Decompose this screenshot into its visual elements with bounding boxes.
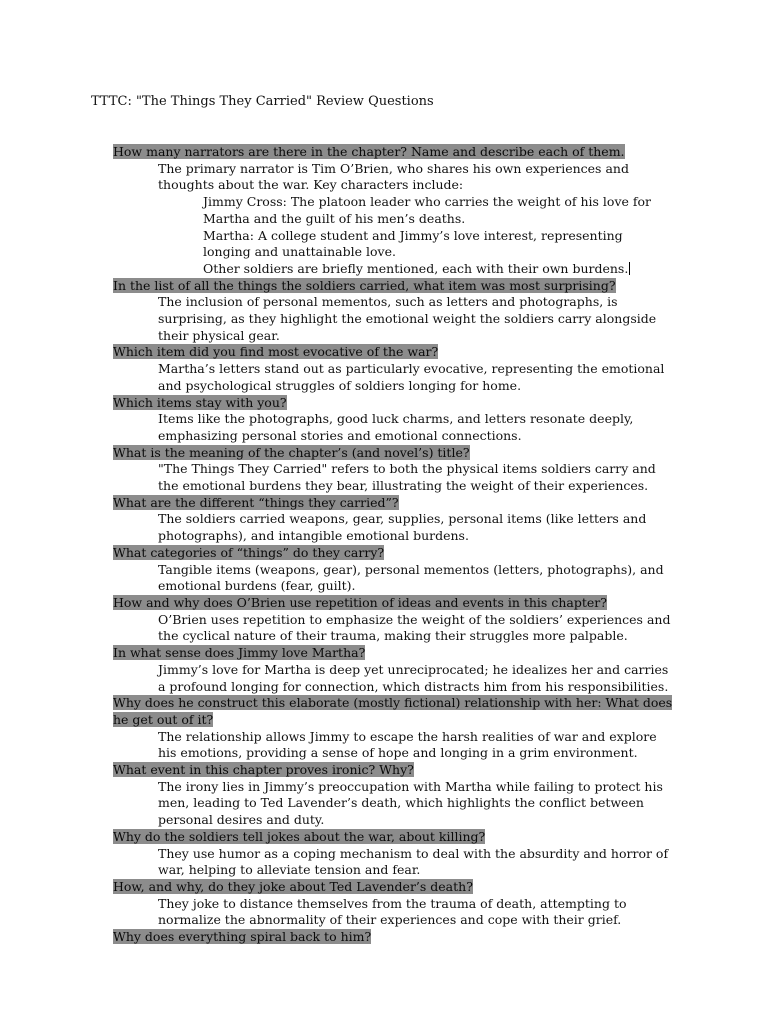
- question-text: What categories of “things” do they carry?: [113, 544, 385, 560]
- question-12: [113, 829, 673, 846]
- question-8: [113, 595, 673, 612]
- answer-5: "The Things They Carried" refers to both the physical items soldiers carry and the emotional burdens they bear, illustrating the weight of their experiences.: [158, 461, 656, 494]
- question-text: In the list of all the things the soldiers carried, what item was most surprising?: [113, 277, 616, 293]
- answer-1: The primary narrator is Tim O’Brien, who shares his own experiences and thoughts about the war. Key characters include:: [158, 160, 629, 193]
- answer-subpoint: [203, 194, 673, 227]
- question-1: [113, 144, 673, 161]
- question-text: How and why does O’Brien use repetition of ideas and events in this chapter?: [113, 594, 607, 610]
- question-text: Why do the soldiers tell jokes about the war, about killing?: [113, 828, 486, 844]
- answer-subpoint: [203, 228, 673, 261]
- question-2: [113, 278, 673, 295]
- question-text: Which item did you find most evocative of the war?: [113, 344, 439, 360]
- answer-13: They joke to distance themselves from the trauma of death, attempting to normalize the abnormality of their experiences and cope with their grief.: [158, 895, 627, 928]
- text-cursor: [629, 262, 630, 275]
- question-4: [113, 395, 673, 412]
- question-text: What is the meaning of the chapter’s (and novel’s) title?: [113, 444, 470, 460]
- question-text: What are the different “things they carried”?: [113, 494, 399, 510]
- answer-11: The irony lies in Jimmy’s preoccupation with Martha while failing to protect his men, leading to Ted Lavender’s death, which highlights the conflict between personal desires and duty.: [158, 778, 663, 828]
- answer-7: Tangible items (weapons, gear), personal mementos (letters, photographs), and emotional burdens (fear, guilt).: [158, 561, 664, 594]
- question-5: [113, 445, 673, 462]
- question-text: Why does everything spiral back to him?: [113, 929, 372, 945]
- question-text: How, and why, do they joke about Ted Lavender’s death?: [113, 878, 473, 894]
- question-list: [113, 144, 673, 946]
- answer-8: O’Brien uses repetition to emphasize the weight of the soldiers’ experiences and the cyclical nature of their trauma, making their struggles more palpable.: [158, 611, 671, 644]
- subpoint-text: Martha: A college student and Jimmy’s love interest, representing longing and unattainable love.: [203, 227, 623, 260]
- question-text: Which items stay with you?: [113, 394, 287, 410]
- question-14: [113, 929, 673, 946]
- question-6: [113, 495, 673, 512]
- document-title: TTTC: "The Things They Carried" Review Questions: [91, 94, 434, 109]
- question-text: How many narrators are there in the chapter? Name and describe each of them.: [113, 144, 625, 159]
- question-10: [113, 695, 673, 728]
- question-7: [113, 545, 673, 562]
- answer-3: Martha’s letters stand out as particularly evocative, representing the emotional and psychological struggles of soldiers longing for home.: [158, 361, 665, 393]
- question-9: [113, 645, 673, 662]
- question-3: [113, 344, 673, 361]
- answer-6: The soldiers carried weapons, gear, supplies, personal items (like letters and photographs), and intangible emotional burdens.: [158, 511, 647, 544]
- subpoint-text: Other soldiers are briefly mentioned, each with their own burdens.: [203, 260, 629, 276]
- answer-subpoint: [203, 261, 673, 278]
- answer-10: The relationship allows Jimmy to escape the harsh realities of war and explore his emotions, providing a sense of hope and longing in a grim environment.: [158, 728, 657, 761]
- question-text: In what sense does Jimmy love Martha?: [113, 645, 366, 661]
- question-11: [113, 762, 673, 779]
- answer-12: They use humor as a coping mechanism to deal with the absurdity and horror of war, helping to alleviate tension and fear.: [158, 845, 669, 878]
- question-text: Why does he construct this elaborate (mostly fictional) relationship with her: What does he get out of it?: [113, 695, 673, 727]
- subpoint-text: Jimmy Cross: The platoon leader who carries the weight of his love for Martha and the guilt of his men’s deaths.: [203, 194, 652, 226]
- answer-4: Items like the photographs, good luck charms, and letters resonate deeply, emphasizing personal stories and emotional connections.: [158, 411, 634, 443]
- question-13: [113, 879, 673, 896]
- answer-2: The inclusion of personal mementos, such as letters and photographs, is surprising, as they highlight the emotional weight the soldiers carry alongside their physical gear.: [158, 294, 657, 343]
- question-text: What event in this chapter proves ironic? Why?: [113, 762, 414, 778]
- answer-9: Jimmy’s love for Martha is deep yet unreciprocated; he idealizes her and carries a profound longing for connection, which distracts him from his responsibilities.: [158, 661, 669, 694]
